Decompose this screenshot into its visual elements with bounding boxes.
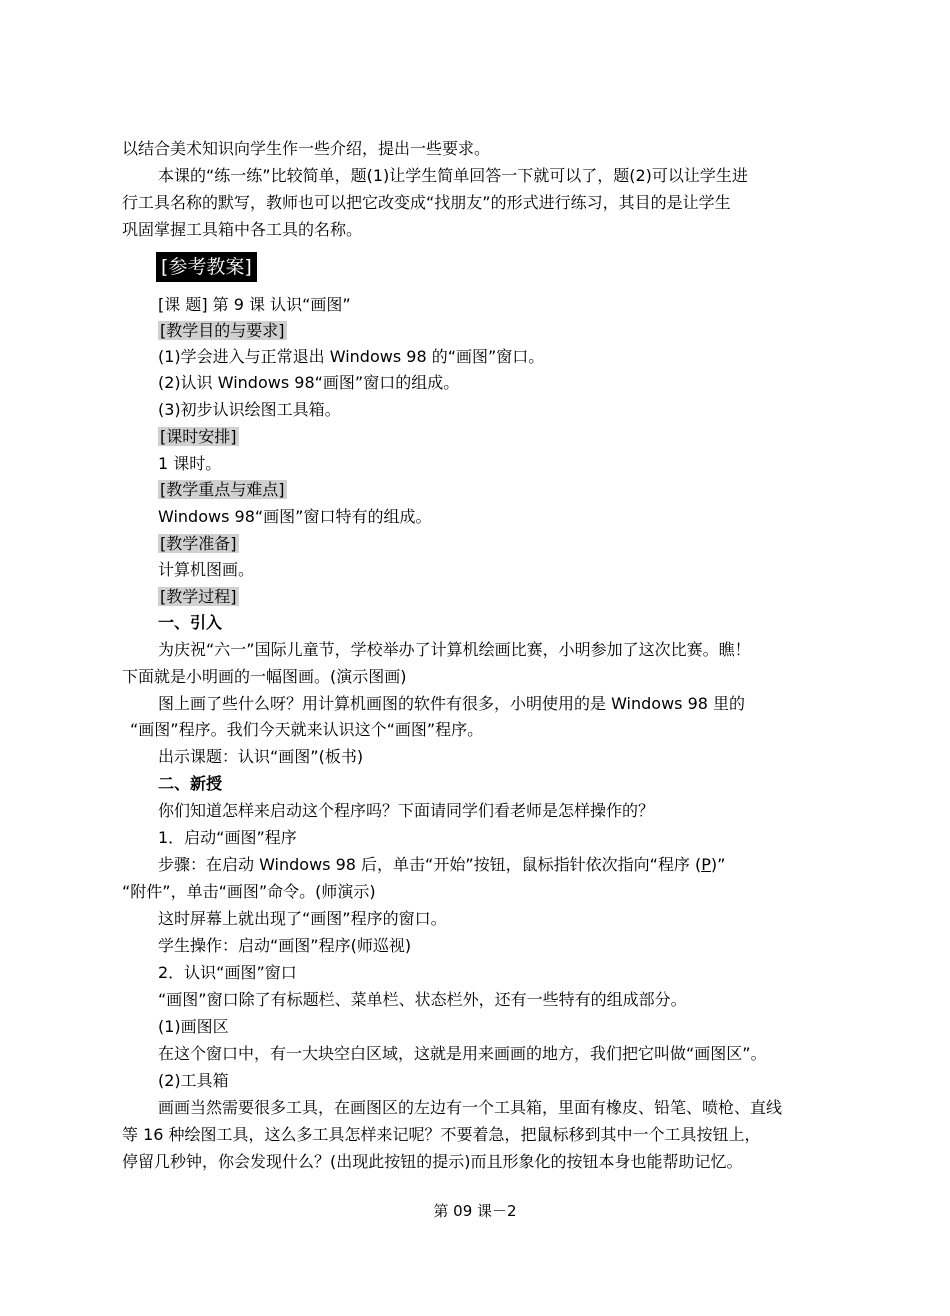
toolbox-heading: (2)工具箱 xyxy=(158,1071,229,1090)
section-1-para-2a: 图上画了些什么呀？用计算机画图的软件有很多，小明使用的是 Windows 98 里的 xyxy=(158,694,746,713)
intro-line-3: 行工具名称的默写，教师也可以把它改变成“找朋友”的形式进行练习，其目的是让学生 xyxy=(122,193,731,212)
toolbox-text-c: 停留几秒钟，你会发现什么？(出现此按钮的提示)而且形象化的按钮本身也能帮助记忆。 xyxy=(122,1152,743,1171)
toolbox-text-b: 等 16 种绘图工具，这么多工具怎样来记呢？不要着急，把鼠标移到其中一个工具按钮上， xyxy=(122,1125,761,1144)
goals-heading-label: [教学目的与要求] xyxy=(160,321,285,340)
intro-line-4: 巩固掌握工具箱中各工具的名称。 xyxy=(122,220,363,239)
process-heading xyxy=(158,584,239,610)
section-2-sub-2: 2．认识“画图”窗口 xyxy=(158,963,297,982)
process-heading-label: [教学过程] xyxy=(160,587,237,606)
goal-1: (1)学会进入与正常退出 Windows 98 的“画图”窗口。 xyxy=(158,347,545,366)
step-a-shortcut-key: P xyxy=(701,855,711,874)
page-footer: 第 09 课－2 xyxy=(433,1202,517,1220)
section-2-sub-1: 1．启动“画图”程序 xyxy=(158,828,297,847)
drawing-area-heading: (1)画图区 xyxy=(158,1017,229,1036)
focus-heading-label: [教学重点与难点] xyxy=(160,480,285,499)
section-2-heading: 二、新授 xyxy=(158,774,223,793)
toolbox-text-a: 画画当然需要很多工具，在画图区的左边有一个工具箱，里面有橡皮、铅笔、喷枪、直线 xyxy=(158,1098,783,1117)
reference-plan-banner: [参考教案] xyxy=(156,252,257,282)
lesson-title: [课 题] 第 9 课 认识“画图” xyxy=(158,295,351,314)
intro-line-2: 本课的“练一练”比较简单，题(1)让学生简单回答一下就可以了，题(2)可以让学生进 xyxy=(158,166,748,185)
intro-line-1: 以结合美术知识向学生作一些介绍，提出一些要求。 xyxy=(122,139,491,158)
step-a-text-end: )” xyxy=(710,855,726,874)
section-2-para-3: 这时屏幕上就出现了“画图”程序的窗口。 xyxy=(158,909,447,928)
goal-2: (2)认识 Windows 98“画图”窗口的组成。 xyxy=(158,373,460,392)
section-2-para-1: 你们知道怎样来启动这个程序吗？下面请同学们看老师是怎样操作的？ xyxy=(158,801,655,820)
section-1-para-1a: 为庆祝“六一”国际儿童节，学校举办了计算机绘画比赛，小明参加了这次比赛。瞧！ xyxy=(158,640,751,659)
section-1-para-3: 出示课题：认识“画图”(板书) xyxy=(158,747,364,766)
prep-text: 计算机图画。 xyxy=(158,560,255,579)
section-2-para-5: “画图”窗口除了有标题栏、菜单栏、状态栏外，还有一些特有的组成部分。 xyxy=(158,990,687,1009)
goal-3: (3)初步认识绘图工具箱。 xyxy=(158,400,341,419)
drawing-area-text: 在这个窗口中，有一大块空白区域，这就是用来画画的地方，我们把它叫做“画图区”。 xyxy=(158,1044,767,1063)
section-2-para-4: 学生操作：启动“画图”程序(师巡视) xyxy=(158,936,412,955)
focus-text: Windows 98“画图”窗口特有的组成。 xyxy=(158,507,432,526)
section-1-para-1b: 下面就是小明画的一幅图画。(演示图画) xyxy=(122,667,407,686)
time-heading xyxy=(158,424,239,450)
focus-heading xyxy=(158,477,287,503)
section-2-step-a xyxy=(158,852,725,878)
time-heading-label: [课时安排] xyxy=(160,427,237,446)
prep-heading xyxy=(158,531,239,557)
prep-heading-label: [教学准备] xyxy=(160,534,237,553)
goals-heading xyxy=(158,318,287,344)
step-a-text: 步骤：在启动 Windows 98 后，单击“开始”按钮，鼠标指针依次指向“程序 ( xyxy=(158,855,702,874)
time-text: 1 课时。 xyxy=(158,454,222,473)
section-2-step-b: “附件”，单击“画图”命令。(师演示) xyxy=(122,882,376,901)
section-1-heading: 一、引入 xyxy=(158,613,223,632)
section-1-para-2b: “画图”程序。我们今天就来认识这个“画图”程序。 xyxy=(130,720,484,739)
